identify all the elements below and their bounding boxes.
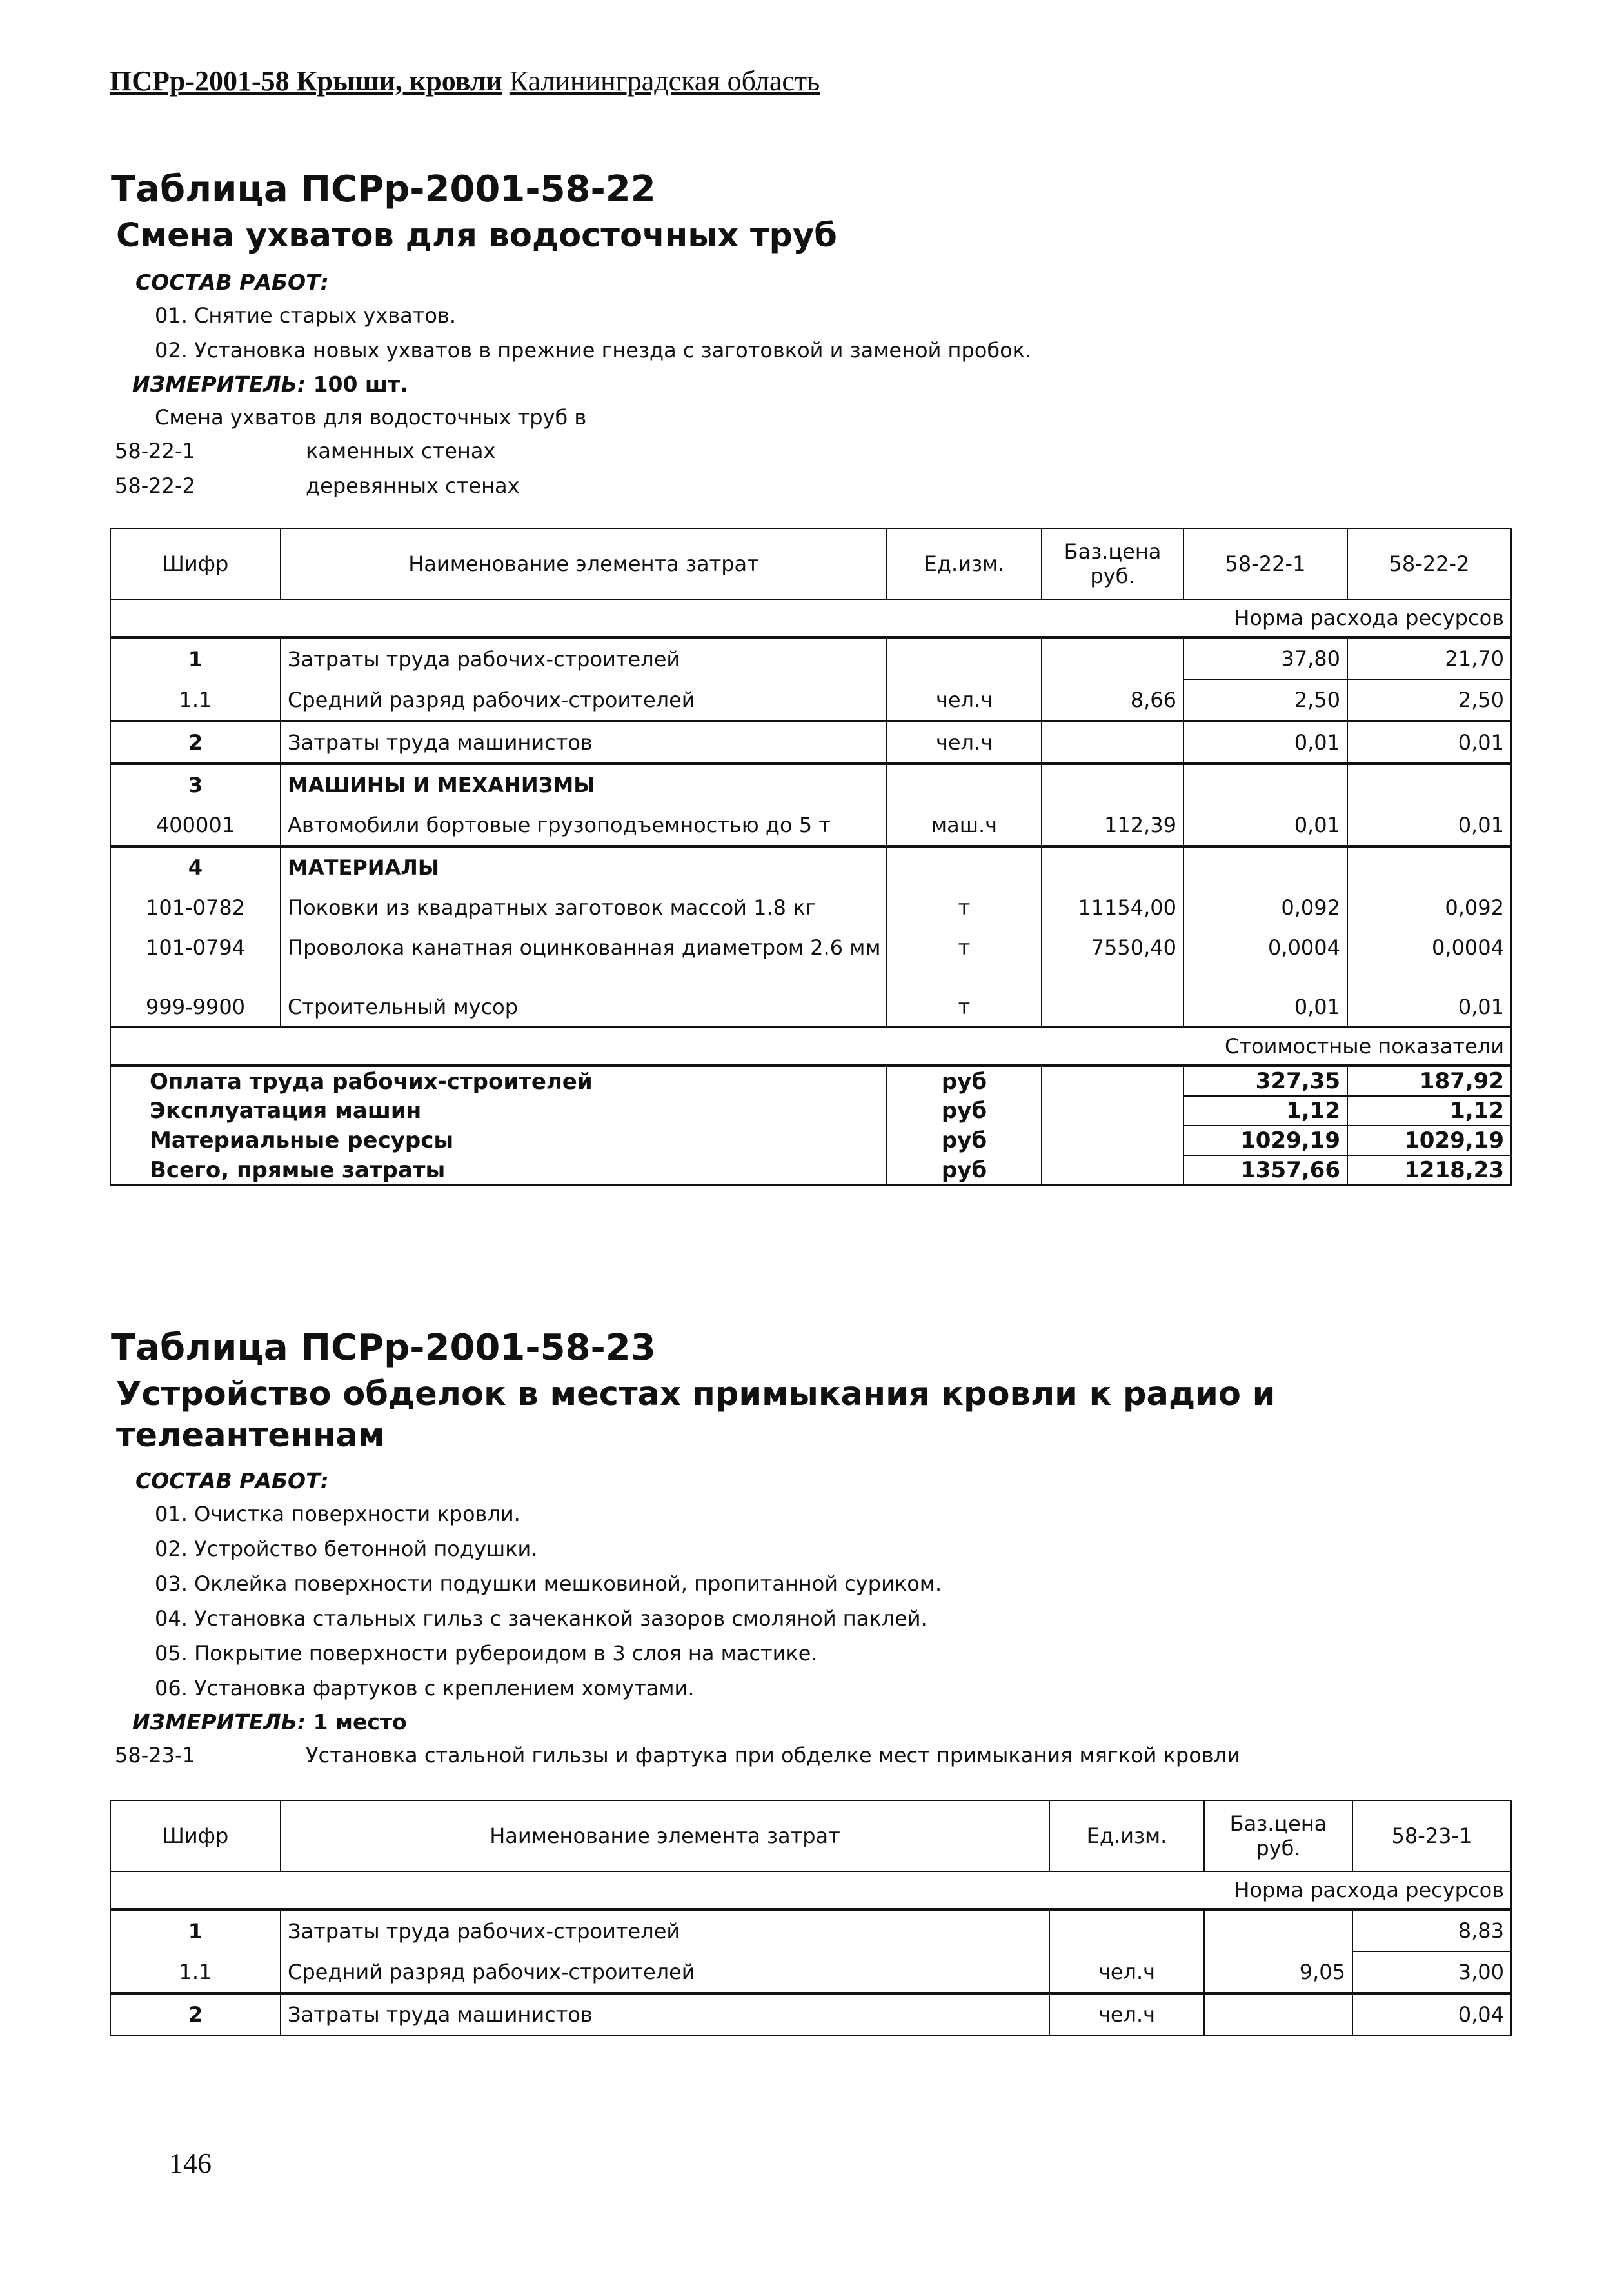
row-value-1: 0,01 [1183,968,1347,1027]
total-value-2: 1029,19 [1347,1126,1511,1155]
row-name: МАТЕРИАЛЫ [281,846,887,888]
table1-sostav-label: СОСТАВ РАБОТ: [135,270,329,295]
row-unit [1049,1909,1204,1951]
row-value-2: 0,092 [1347,888,1511,928]
total-unit: руб [887,1126,1042,1155]
table-row [110,721,1511,764]
row-value-1: 37,80 [1183,637,1347,679]
total-row [110,1126,1511,1155]
table1-work-1: 01. Снятие старых ухватов. [155,303,456,328]
col-header-price: Баз.цена руб. [1204,1800,1352,1871]
row-unit: чел.ч [887,679,1042,721]
total-value-2: 1218,23 [1347,1155,1511,1185]
table2-measure [132,1709,407,1735]
col-header-unit: Ед.изм. [887,528,1042,599]
row-value-2: 0,01 [1347,721,1511,764]
row-value-2: 2,50 [1347,679,1511,721]
row-value-2: 0,01 [1347,968,1511,1027]
running-header [110,65,820,97]
table2-variant-code: 58-23-1 [115,1743,195,1767]
total-price-empty [1042,1096,1183,1126]
row-value-1: 2,50 [1183,679,1347,721]
col-header-58-23-1: 58-23-1 [1352,1800,1511,1871]
col-header-price: Баз.цена руб. [1042,528,1183,599]
table2-variant-text: Установка стальной гильзы и фартука при обделке мест примыкания мягкой кровли [306,1743,1240,1767]
total-price-empty [1042,1155,1183,1185]
col-header-code: Шифр [110,1800,281,1871]
row-name: Средний разряд рабочих-строителей [281,679,887,721]
row-price [1042,846,1183,888]
col-header-code: Шифр [110,528,281,599]
row-value-2: 0,0004 [1347,928,1511,968]
row-price [1042,764,1183,805]
table2-work-4: 04. Установка стальных гильз с зачеканкой зазоров смоляной паклей. [155,1606,927,1631]
table2-work-6: 06. Установка фартуков с креплением хомутами. [155,1676,695,1700]
row-name: Проволока канатная оцинкованная диаметром 2.6 мм [281,928,887,968]
row-value-1 [1183,764,1347,805]
total-row [110,1155,1511,1185]
total-name: Всего, прямые затраты [110,1155,887,1185]
table2-grid [110,1800,1512,2036]
table2-work-1: 01. Очистка поверхности кровли. [155,1502,520,1526]
table-row [110,968,1511,1027]
row-value-2 [1347,846,1511,888]
col-header-58-22-1: 58-22-1 [1183,528,1347,599]
table2-header-row [110,1800,1511,1871]
table-row [110,679,1511,721]
row-code: 2 [110,1993,281,2035]
table-row [110,805,1511,846]
row-value-1: 0,0004 [1183,928,1347,968]
table-row [110,888,1511,928]
total-value-2: 187,92 [1347,1066,1511,1096]
row-value-1: 0,01 [1183,721,1347,764]
row-value-2: 21,70 [1347,637,1511,679]
row-code: 4 [110,846,281,888]
row-value-1: 3,00 [1352,1951,1511,1993]
row-price [1042,968,1183,1027]
table1-work-2: 02. Установка новых ухватов в прежние гнезда с заготовкой и заменой пробок. [155,338,1032,363]
row-price: 11154,00 [1042,888,1183,928]
row-code: 1 [110,1909,281,1951]
total-unit: руб [887,1155,1042,1185]
row-code: 3 [110,764,281,805]
total-price-empty [1042,1126,1183,1155]
total-value-1: 1357,66 [1183,1155,1347,1185]
table1-title: Таблица ПСРр-2001-58-22 [111,168,656,210]
row-code: 1.1 [110,1951,281,1993]
table1-grid [110,528,1512,1186]
row-price [1204,1993,1352,2035]
total-value-1: 1029,19 [1183,1126,1347,1155]
row-code: 1.1 [110,679,281,721]
row-value-1: 8,83 [1352,1909,1511,1951]
table1-intro: Смена ухватов для водосточных труб в [155,405,587,430]
total-row [110,1066,1511,1096]
row-code: 101-0794 [110,928,281,968]
page-number: 146 [169,2147,212,2179]
row-unit: т [887,888,1042,928]
col-header-unit: Ед.изм. [1049,1800,1204,1871]
total-name: Эксплуатация машин [110,1096,887,1126]
col-header-name: Наименование элемента затрат [281,528,887,599]
row-code: 400001 [110,805,281,846]
table1-cost-caption: Стоимостные показатели [110,1027,1511,1066]
row-unit: т [887,968,1042,1027]
table2-work-3: 03. Оклейка поверхности подушки мешковиной, пропитанной суриком. [155,1571,942,1596]
row-unit: чел.ч [1049,1993,1204,2035]
table1-measure-value: 100 шт. [313,372,408,397]
row-unit [887,846,1042,888]
row-name: Средний разряд рабочих-строителей [281,1951,1049,1993]
row-price: 9,05 [1204,1951,1352,1993]
row-value-1 [1183,846,1347,888]
table1-norm-caption-row [110,599,1511,637]
total-name: Материальные ресурсы [110,1126,887,1155]
row-unit: маш.ч [887,805,1042,846]
row-code: 999-9900 [110,968,281,1027]
table1-variant-text-1: каменных стенах [306,439,496,463]
row-price [1204,1909,1352,1951]
table1-cost-caption-row [110,1027,1511,1066]
table2-sostav-label: СОСТАВ РАБОТ: [135,1468,329,1493]
table1-variant-text-2: деревянных стенах [306,473,520,498]
total-unit: руб [887,1066,1042,1096]
table-row [110,637,1511,679]
table-row [110,928,1511,968]
row-unit [887,764,1042,805]
total-price-empty [1042,1066,1183,1096]
table2-work-2: 02. Устройство бетонной подушки. [155,1537,538,1561]
row-value-1: 0,01 [1183,805,1347,846]
row-value-2: 0,01 [1347,805,1511,846]
table-row [110,764,1511,805]
header-collection: ПСРр-2001-58 Крыши, кровли [110,65,502,97]
row-value-1: 0,092 [1183,888,1347,928]
total-name: Оплата труда рабочих-строителей [110,1066,887,1096]
table1-measure [132,372,408,397]
header-region: Калининградская область [509,65,820,97]
row-code: 101-0782 [110,888,281,928]
total-value-2: 1,12 [1347,1096,1511,1126]
row-unit: чел.ч [1049,1951,1204,1993]
row-name: Строительный мусор [281,968,887,1027]
row-name: Затраты труда машинистов [281,1993,1049,2035]
row-price [1042,721,1183,764]
row-name: Автомобили бортовые грузоподъемностью до 5 т [281,805,887,846]
row-name: Затраты труда машинистов [281,721,887,764]
table-row [110,1909,1511,1951]
col-header-58-22-2: 58-22-2 [1347,528,1511,599]
total-value-1: 1,12 [1183,1096,1347,1126]
row-name: МАШИНЫ И МЕХАНИЗМЫ [281,764,887,805]
table2-norm-caption-row [110,1871,1511,1909]
table-row [110,846,1511,888]
table1-norm-caption: Норма расхода ресурсов [110,599,1511,637]
total-value-1: 327,35 [1183,1066,1347,1096]
row-price: 7550,40 [1042,928,1183,968]
table1-variant-code-2: 58-22-2 [115,473,195,498]
row-unit: т [887,928,1042,968]
total-unit: руб [887,1096,1042,1126]
table1-variant-code-1: 58-22-1 [115,439,195,463]
row-name: Затраты труда рабочих-строителей [281,1909,1049,1951]
row-value-2 [1347,764,1511,805]
row-unit: чел.ч [887,721,1042,764]
row-price: 112,39 [1042,805,1183,846]
row-unit [887,637,1042,679]
table2-measure-value: 1 место [313,1709,407,1735]
row-price: 8,66 [1042,679,1183,721]
table-row [110,1993,1511,2035]
table2-measure-label: ИЗМЕРИТЕЛЬ: [132,1709,306,1735]
table1-header-row [110,528,1511,599]
table1-measure-label: ИЗМЕРИТЕЛЬ: [132,372,306,397]
row-name: Затраты труда рабочих-строителей [281,637,887,679]
table-row [110,1951,1511,1993]
table1-subtitle: Смена ухватов для водосточных труб [116,217,837,255]
table2-subtitle: Устройство обделок в местах примыкания кровли к радио и телеантеннам [116,1375,1276,1455]
row-code: 2 [110,721,281,764]
row-code: 1 [110,637,281,679]
row-value-1: 0,04 [1352,1993,1511,2035]
row-price [1042,637,1183,679]
col-header-name: Наименование элемента затрат [281,1800,1049,1871]
row-name: Поковки из квадратных заготовок массой 1.8 кг [281,888,887,928]
total-row [110,1096,1511,1126]
table2-work-5: 05. Покрытие поверхности рубероидом в 3 слоя на мастике. [155,1641,818,1666]
table2-norm-caption: Норма расхода ресурсов [110,1871,1511,1909]
table2-title: Таблица ПСРр-2001-58-23 [111,1327,656,1369]
